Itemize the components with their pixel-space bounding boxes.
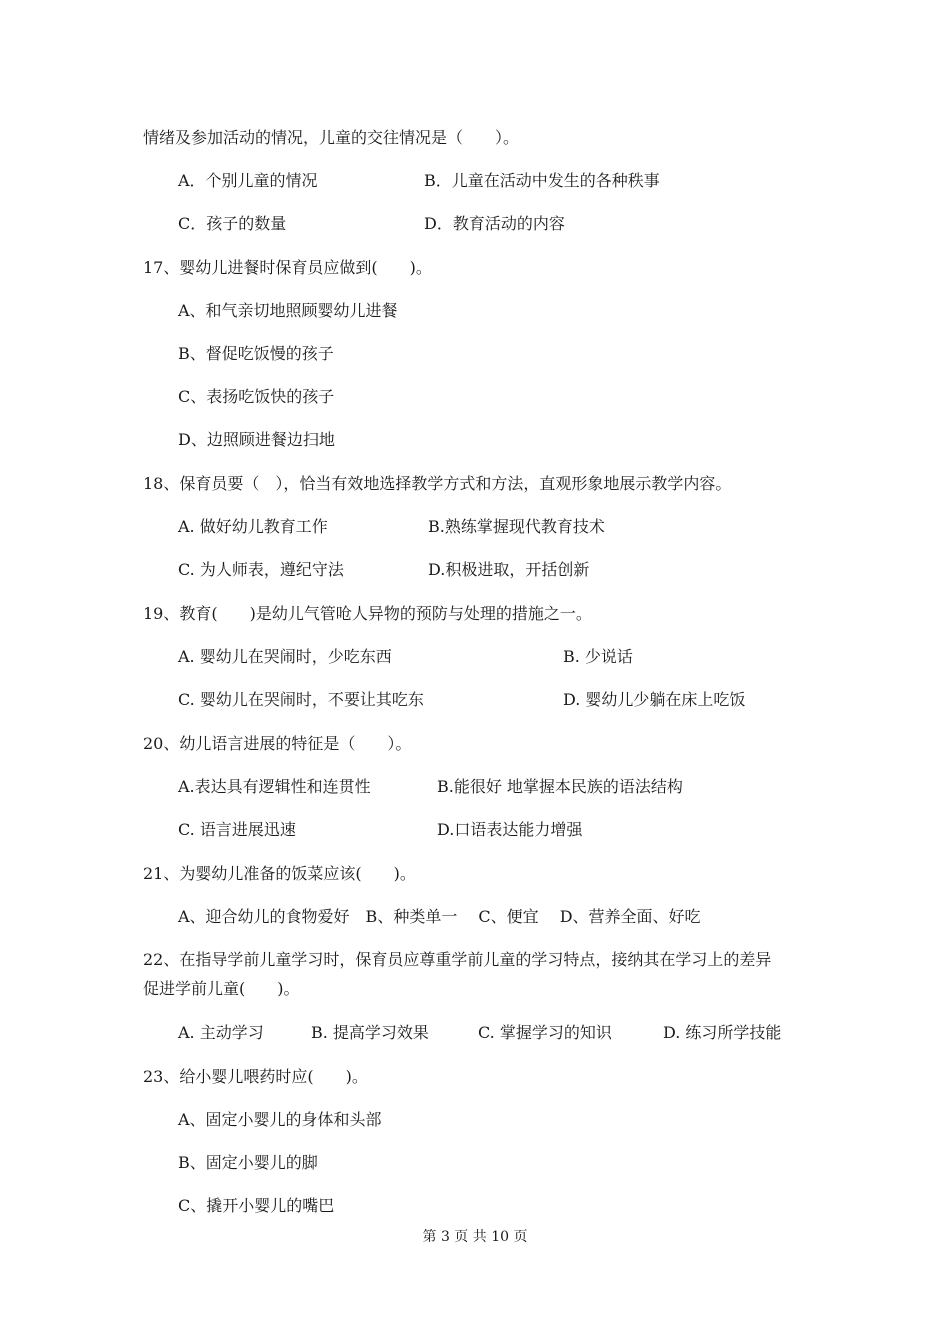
question-22-option-c: C. 掌握学习的知识 [478,1023,612,1042]
question-19-option-a: A. 婴幼儿在哭闹时，少吃东西 [178,647,392,666]
question-22-option-a: A. 主动学习 [178,1023,264,1042]
question-18-stem: 18、保育员要（ ），恰当有效地选择教学方式和方法，直观形象地展示教学内容。 [143,474,732,493]
question-17-option-b: B、督促吃饭慢的孩子 [178,344,334,363]
question-21-stem: 21、为婴幼儿准备的饭菜应该( )。 [143,864,416,883]
question-16-option-b: B．儿童在活动中发生的各种秩事 [424,171,660,190]
question-22-option-d: D. 练习所学技能 [663,1023,782,1042]
question-23-option-b: B、固定小婴儿的脚 [178,1153,318,1172]
question-17-option-a: A、和气亲切地照顾婴幼儿进餐 [178,301,398,320]
question-16-option-a: A．个别儿童的情况 [178,171,318,190]
question-17-option-c: C、表扬吃饭快的孩子 [178,387,335,406]
question-18-option-c: C. 为人师表，遵纪守法 [178,560,344,579]
question-20-stem: 20、幼儿语言进展的特征是（ ）。 [143,734,412,753]
question-20-option-c: C. 语言进展迅速 [178,820,296,839]
question-16-option-d: D．教育活动的内容 [424,214,565,233]
question-18-option-a: A. 做好幼儿教育工作 [178,517,328,536]
question-19-option-b: B. 少说话 [563,647,633,666]
question-16-continuation: 情绪及参加活动的情况，儿童的交往情况是（ ）。 [143,128,520,147]
question-21-options: A、迎合幼儿的食物爱好 B、种类单一 C、便宜 D、营养全面、好吃 [178,907,701,926]
question-22-stem-line-2: 促进学前儿童( )。 [143,979,300,998]
question-22-stem-line-1: 22、在指导学前儿童学习时，保育员应尊重学前儿童的学习特点，接纳其在学习上的差异 [143,950,772,969]
question-19-stem: 19、教育( )是幼儿气管呛人异物的预防与处理的措施之一。 [143,604,592,623]
question-19-option-d: D. 婴幼儿少躺在床上吃饭 [563,690,746,709]
question-17-stem: 17、婴幼儿进餐时保育员应做到( )。 [143,258,432,277]
question-23-option-c: C、撬开小婴儿的嘴巴 [178,1196,335,1215]
question-23-stem: 23、给小婴儿喂药时应( )。 [143,1067,368,1086]
page-footer: 第 3 页 共 10 页 [422,1229,528,1245]
question-19-option-c: C. 婴幼儿在哭闹时，不要让其吃东 [178,690,424,709]
question-23-option-a: A、固定小婴儿的身体和头部 [178,1110,382,1129]
question-20-option-d: D.口语表达能力增强 [437,820,583,839]
question-16-option-c: C．孩子的数量 [178,214,287,233]
question-18-option-d: D.积极进取，开括创新 [428,560,590,579]
question-20-option-a: A.表达具有逻辑性和连贯性 [178,777,371,796]
question-20-option-b: B.能很好 地掌握本民族的语法结构 [437,777,683,796]
question-18-option-b: B.熟练掌握现代教育技术 [428,517,605,536]
question-17-option-d: D、边照顾进餐边扫地 [178,430,335,449]
question-22-option-b: B. 提高学习效果 [311,1023,429,1042]
